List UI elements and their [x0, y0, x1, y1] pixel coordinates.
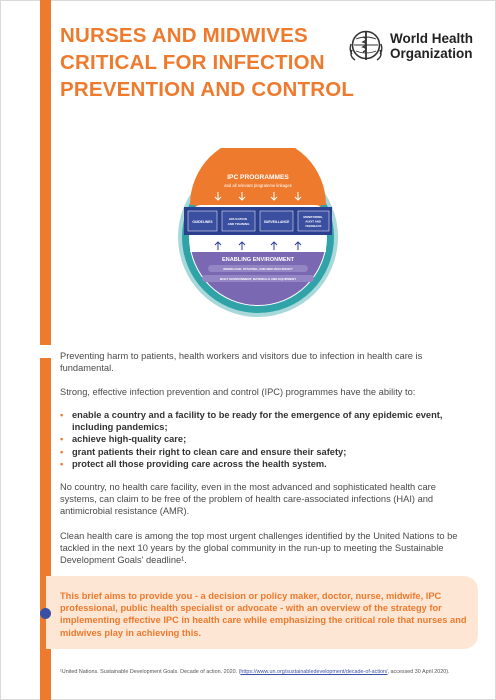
who-name	[390, 31, 473, 61]
footnote-prefix: ¹United Nations. Sustainable Development Goals. Decade of action. 2020. (	[60, 669, 241, 675]
list-item	[60, 458, 470, 470]
item-monitoring-line: MONITORING,	[303, 215, 323, 219]
footnote-suffix: , accessed 30 April 2020).	[387, 669, 450, 675]
title-line-2: CRITICAL FOR INFECTION	[60, 51, 325, 74]
bottom-title: ENABLING ENVIRONMENT	[221, 257, 295, 263]
item-surveillance: SURVEILLANCE	[263, 220, 290, 224]
footnote	[60, 669, 480, 676]
page-title	[60, 22, 355, 103]
list-item-text: enable a country and a facility to be ready for the emergence of any epidemic event, including pandemics;	[72, 410, 443, 433]
top-title: IPC PROGRAMMES	[227, 174, 289, 181]
item-education-line: EDUCATION	[229, 217, 247, 221]
who-name-line-2: Organization	[390, 46, 473, 61]
title-line-1: NURSES AND MIDWIVES	[60, 24, 308, 47]
bullet-dot: •	[60, 410, 64, 420]
list-item-text: protect all those providing care across the health system.	[72, 458, 327, 469]
list-item	[60, 409, 470, 433]
callout-text: This brief aims to provide you - a decision or policy maker, doctor, nurse, midwife, IPC professional, public health specialist or advocate - with an overview of the strategy for implementing effective IPC in health care while emphasizing the critical role that nurses and midwives play in achieving this.	[60, 591, 467, 638]
paragraph-3: No country, no health care facility, even in the most advanced and sophisticated health care systems, can claim to be free of the problem of health care-associated infections (HAI) and antimicrobial resistance (AMR).	[60, 482, 436, 517]
pill-built-environment-label: BUILT ENVIRONMENT, MATERIALS AND EQUIPMENT	[219, 277, 297, 281]
who-logo	[346, 26, 476, 66]
who-emblem-icon	[346, 26, 386, 66]
top-subtitle: and all relevant programme linkages	[224, 183, 292, 188]
item-education	[228, 217, 250, 226]
paragraph-4: Clean health care is among the top most urgent challenges identified by the United Nations to be tackled in the next 10 years by the global community in the run-up to meeting the Sustainable Development Goals' deadline¹.	[60, 531, 458, 566]
list-item	[60, 446, 470, 458]
list-item	[60, 433, 470, 445]
item-guidelines: GUIDELINES	[192, 220, 213, 224]
paragraph-1: Preventing harm to patients, health workers and visitors due to infection in health care is fundamental.	[60, 351, 423, 374]
ipc-diagram	[170, 148, 346, 330]
pill-workload-label: WORKLOAD, STAFFING, AND BED OCCUPANCY	[223, 267, 293, 271]
bullet-dot: •	[60, 458, 64, 469]
who-name-line-1: World Health	[390, 31, 474, 46]
title-line-3: PREVENTION AND CONTROL	[60, 78, 355, 101]
callout-dot	[40, 608, 51, 619]
footnote-link[interactable]: https://www.un.org/sustainabledevelopment/decade-of-action/	[240, 669, 388, 675]
bullet-list	[60, 409, 470, 470]
list-item-text: grant patients their right to clean care and ensure their safety;	[72, 446, 347, 457]
paragraph-2: Strong, effective infection prevention and control (IPC) programmes have the ability to:	[60, 387, 416, 397]
ring-label-path: MULTIMODAL STRATEGIES	[224, 314, 292, 328]
bullet-dot: •	[60, 446, 64, 457]
item-monitoring-line: FEEDBACK	[305, 224, 322, 228]
list-item-text: achieve high-quality care;	[72, 434, 187, 445]
item-monitoring	[303, 215, 323, 228]
item-monitoring-line: AUDIT AND	[305, 219, 321, 224]
orange-accent-bar-top	[40, 0, 51, 345]
item-education-line: AND TRAINING	[227, 222, 250, 226]
bullet-dot: •	[60, 434, 64, 445]
